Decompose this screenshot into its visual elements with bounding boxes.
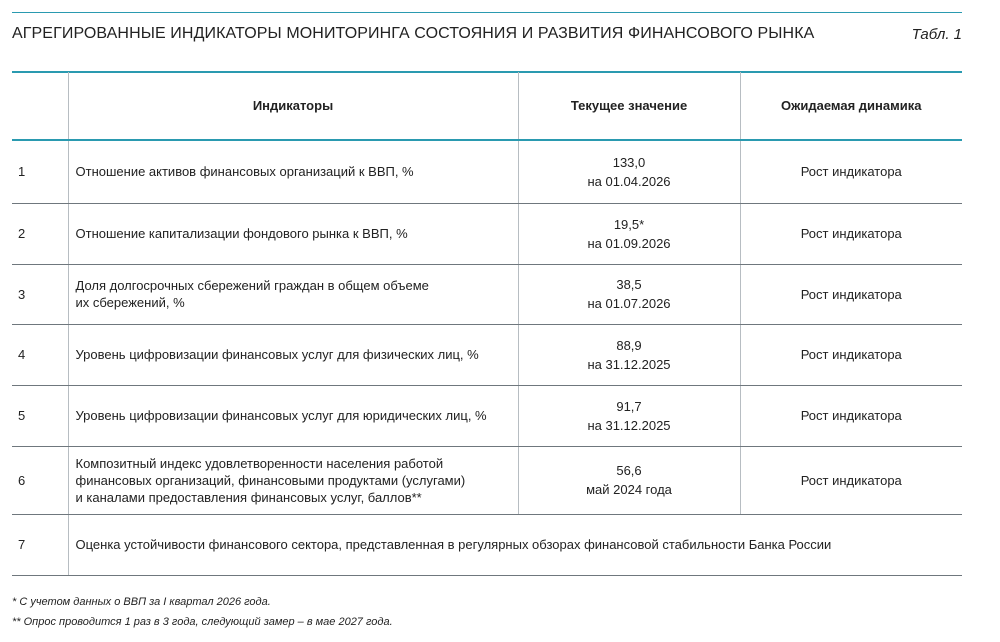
indicator-cell: Отношение активов финансовых организаций к ВВП, % <box>68 140 518 203</box>
dynamic-cell: Рост индикатора <box>740 385 962 446</box>
table-row <box>12 264 962 324</box>
indicator-cell: Отношение капитализации фондового рынка к ВВП, % <box>68 203 518 264</box>
value: 91,7 <box>616 398 642 414</box>
indicator-line: Композитный индекс удовлетворенности населения работой <box>75 455 444 471</box>
dynamic-cell: Рост индикатора <box>740 446 962 514</box>
dynamic-cell: Рост индикатора <box>740 140 962 203</box>
value-cell <box>518 203 740 264</box>
column-header-current-value: Текущее значение <box>518 72 740 140</box>
table-number: Табл. 1 <box>911 25 962 43</box>
row-number: 4 <box>12 324 68 385</box>
value: 38,5 <box>616 277 642 292</box>
table-row <box>12 514 962 575</box>
value-date: на 31.12.2025 <box>587 417 671 433</box>
row-number: 6 <box>12 446 68 514</box>
value-date: на 31.12.2025 <box>587 356 671 372</box>
column-header-indicators: Индикаторы <box>68 72 518 140</box>
row-number: 5 <box>12 385 68 446</box>
value-cell <box>518 264 740 324</box>
indicator-cell: Оценка устойчивости финансового сектора, представленная в регулярных обзорах финансовой стабильности Банка России <box>68 514 962 575</box>
value: 88,9 <box>616 337 642 353</box>
page-title: АГРЕГИРОВАННЫЕ ИНДИКАТОРЫ МОНИТОРИНГА СОСТОЯНИЯ И РАЗВИТИЯ ФИНАНСОВОГО РЫНКА <box>12 25 815 42</box>
value: 133,0 <box>612 154 646 170</box>
title-row <box>12 22 962 46</box>
dynamic-cell: Рост индикатора <box>740 324 962 385</box>
indicator-cell <box>68 446 518 514</box>
value-cell <box>518 446 740 514</box>
footnotes <box>12 592 393 632</box>
indicator-line: их сбережений, % <box>75 295 185 310</box>
row-number: 7 <box>12 514 68 575</box>
indicator-line: Доля долгосрочных сбережений граждан в общем объеме <box>75 278 429 293</box>
value-date: на 01.09.2026 <box>587 235 671 251</box>
value-cell <box>518 385 740 446</box>
table-row <box>12 140 962 203</box>
indicator-cell <box>68 264 518 324</box>
row-number: 1 <box>12 140 68 203</box>
table-row <box>12 385 962 446</box>
value-date: май 2024 года <box>586 482 672 497</box>
dynamic-cell: Рост индикатора <box>740 264 962 324</box>
value-cell <box>518 140 740 203</box>
table-row <box>12 446 962 514</box>
footnote: * С учетом данных о ВВП за I квартал 2026 года. <box>12 596 271 608</box>
table-row <box>12 203 962 264</box>
indicator-line: и каналами предоставления финансовых услуг, баллов** <box>75 489 422 505</box>
value-date: на 01.04.2026 <box>587 173 671 189</box>
top-rule <box>12 12 962 13</box>
table-row <box>12 324 962 385</box>
dynamic-cell: Рост индикатора <box>740 203 962 264</box>
indicators-table <box>12 72 962 576</box>
footnote: ** Опрос проводится 1 раз в 3 года, следующий замер – в мае 2027 года. <box>12 616 393 628</box>
indicator-cell: Уровень цифровизации финансовых услуг для юридических лиц, % <box>68 385 518 446</box>
column-header-expected-dynamic: Ожидаемая динамика <box>740 72 962 140</box>
row-number: 2 <box>12 203 68 264</box>
indicator-cell: Уровень цифровизации финансовых услуг для физических лиц, % <box>68 324 518 385</box>
value-date: на 01.07.2026 <box>587 296 671 311</box>
value: 19,5* <box>613 216 645 232</box>
value-cell <box>518 324 740 385</box>
value: 56,6 <box>616 463 642 478</box>
column-header-number <box>12 72 68 140</box>
table-header-row <box>12 72 962 140</box>
row-number: 3 <box>12 264 68 324</box>
indicator-line: финансовых организаций, финансовыми продуктами (услугами) <box>75 472 466 488</box>
